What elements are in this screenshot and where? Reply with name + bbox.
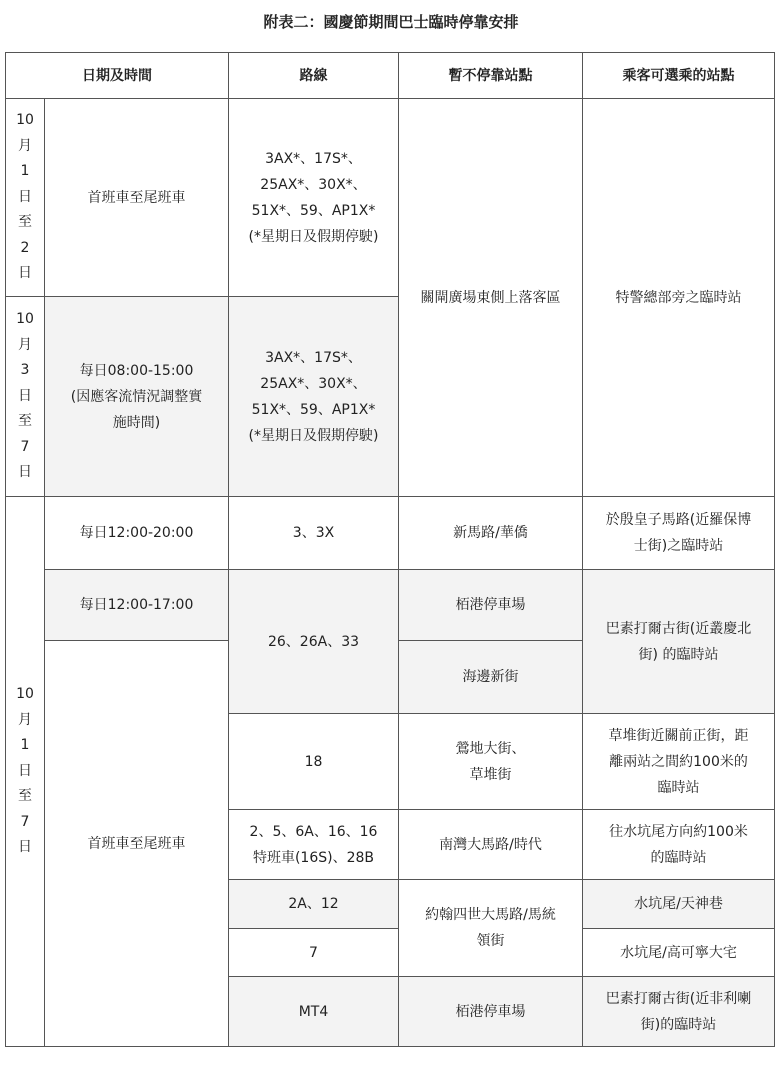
page-title: 附表二：國慶節期間巴士臨時停靠安排 (263, 13, 519, 31)
alternative-stop-cell: 草堆街近關前正街，距 離兩站之間約100米的 臨時站 (583, 714, 775, 810)
date-cell: 10 月 3 日 至 7 日 (6, 297, 45, 497)
date-cell: 10 月 1 日 至 2 日 (6, 99, 45, 297)
suspended-stop-cell: 南灣大馬路/時代 (399, 810, 583, 880)
route-cell: 3AX*、17S*、 25AX*、30X*、 51X*、59、AP1X* (*星期日及假期停駛) (229, 297, 399, 497)
header-suspended-stop: 暫不停靠站點 (399, 53, 583, 99)
time-cell: 每日12:00-20:00 (45, 497, 229, 570)
route-cell: MT4 (229, 977, 399, 1047)
alternative-stop-cell: 水坑尾/天神巷 (583, 880, 775, 929)
header-date-time: 日期及時間 (6, 53, 229, 99)
alternative-stop-cell: 特警總部旁之臨時站 (583, 99, 775, 497)
time-cell: 每日12:00-17:00 (45, 570, 229, 641)
alternative-stop-cell: 巴素打爾古街(近非利喇 街)的臨時站 (583, 977, 775, 1047)
table-row (6, 570, 775, 641)
route-cell: 3AX*、17S*、 25AX*、30X*、 51X*、59、AP1X* (*星期日及假期停駛) (229, 99, 399, 297)
header-alternative-stop: 乘客可選乘的站點 (583, 53, 775, 99)
alternative-stop-cell: 水坑尾/高可寧大宅 (583, 929, 775, 977)
alternative-stop-cell: 於殷皇子馬路(近羅保博 士街)之臨時站 (583, 497, 775, 570)
table-row (6, 99, 775, 297)
table-row (6, 497, 775, 570)
route-cell: 7 (229, 929, 399, 977)
route-cell: 3、3X (229, 497, 399, 570)
suspended-stop-cell: 關閘廣場東側上落客區 (399, 99, 583, 497)
suspended-stop-cell: 栢港停車場 (399, 977, 583, 1047)
alternative-stop-cell: 巴素打爾古街(近叢慶北 街) 的臨時站 (583, 570, 775, 714)
date-cell: 10 月 1 日 至 7 日 (6, 497, 45, 1047)
suspended-stop-cell: 新馬路/華僑 (399, 497, 583, 570)
route-cell: 26、26A、33 (229, 570, 399, 714)
table-header-row (6, 53, 775, 99)
route-cell: 18 (229, 714, 399, 810)
header-route: 路線 (229, 53, 399, 99)
time-cell: 首班車至尾班車 (45, 641, 229, 1047)
route-cell: 2、5、6A、16、16 特班車(16S)、28B (229, 810, 399, 880)
suspended-stop-cell: 海邊新街 (399, 641, 583, 714)
route-cell: 2A、12 (229, 880, 399, 929)
suspended-stop-cell: 鶯地大街、 草堆街 (399, 714, 583, 810)
time-cell: 首班車至尾班車 (45, 99, 229, 297)
bus-stop-arrangement-table (5, 52, 775, 1047)
suspended-stop-cell: 栢港停車場 (399, 570, 583, 641)
alternative-stop-cell: 往水坑尾方向約100米 的臨時站 (583, 810, 775, 880)
suspended-stop-cell: 約翰四世大馬路/馬統 領街 (399, 880, 583, 977)
time-cell: 每日08:00-15:00 (因應客流情況調整實 施時間) (45, 297, 229, 497)
